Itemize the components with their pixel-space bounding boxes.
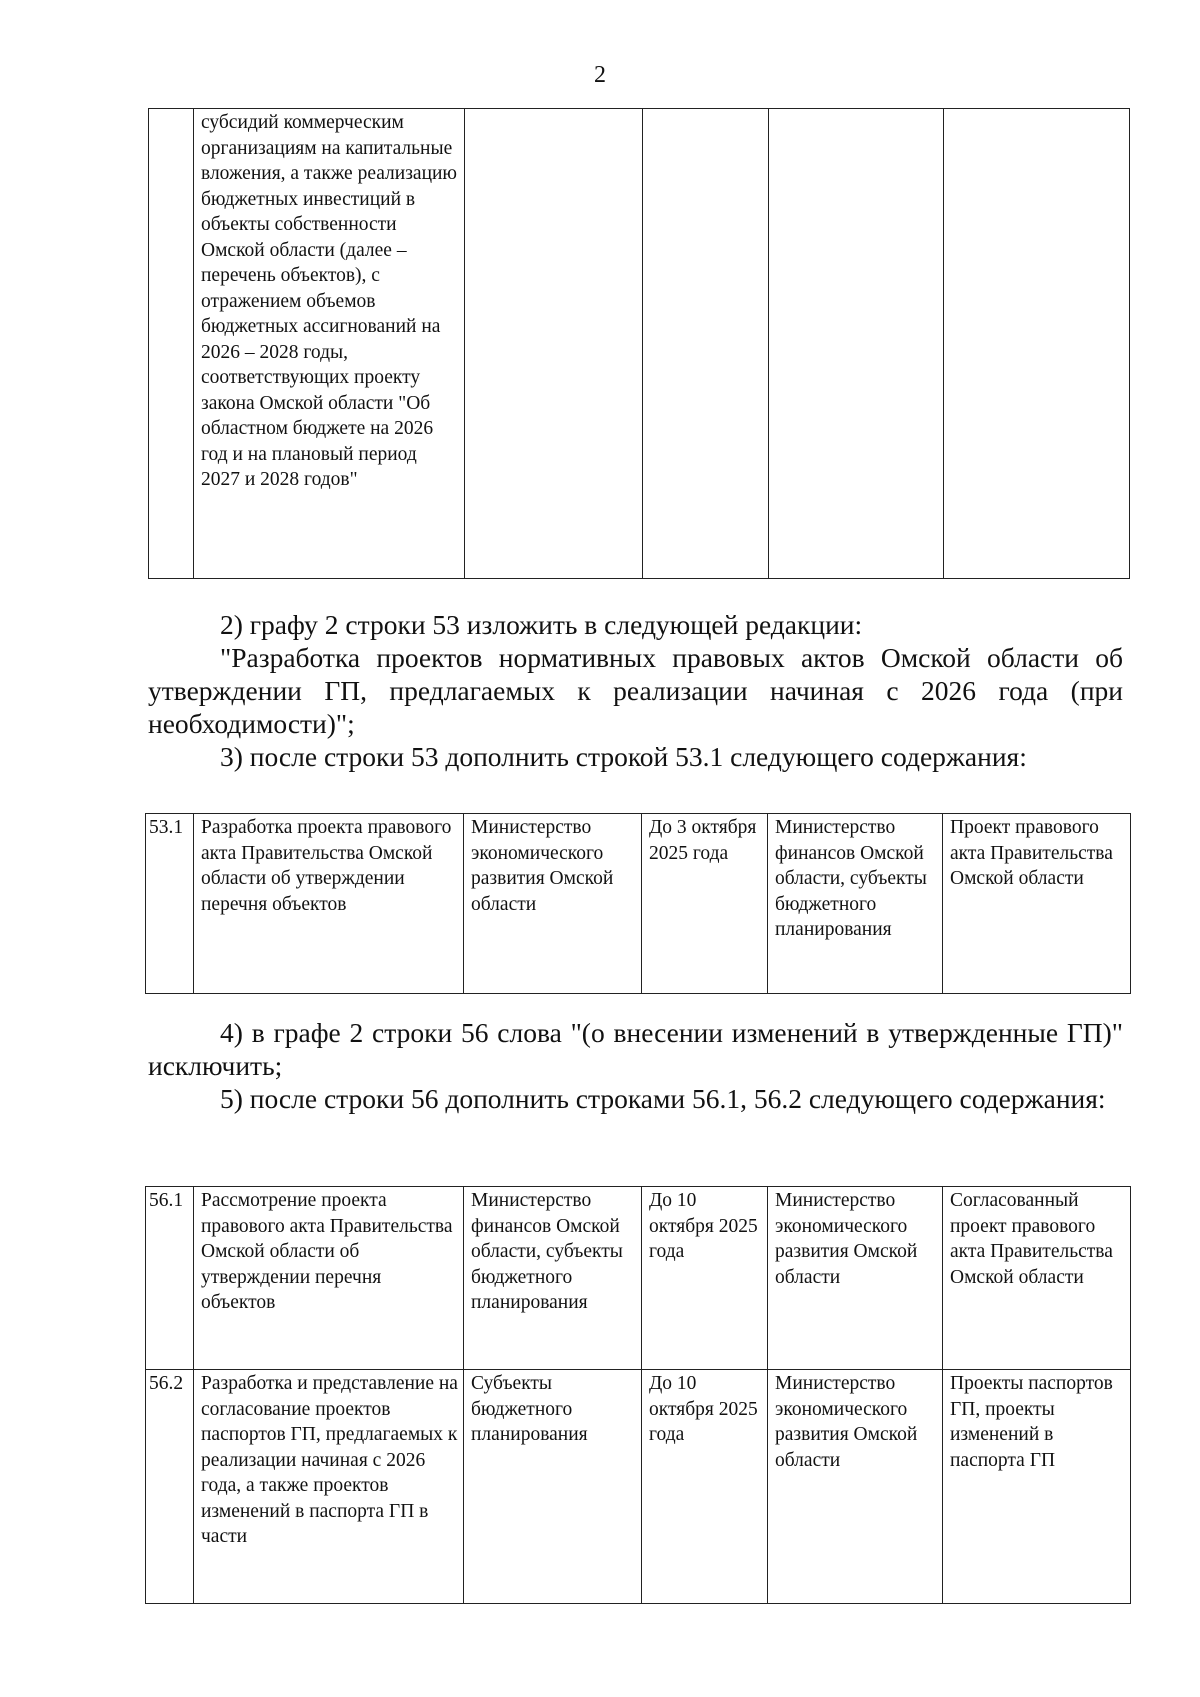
table-cell-responsible: Субъекты бюджетного планирования — [464, 1370, 642, 1604]
table-row — [146, 1187, 1131, 1370]
table-cell-deadline: До 10 октября 2025 года — [642, 1187, 768, 1370]
table-cell-result — [944, 109, 1130, 579]
paragraph-5: 5) после строки 56 дополнить строками 56.1, 56.2 следующего содержания: — [220, 1083, 1106, 1114]
table-cell-responsible: Министерство экономического развития Омской области — [464, 814, 642, 994]
table-cell-num: 56.2 — [146, 1370, 194, 1604]
table-cell-action: Рассмотрение проекта правового акта Правительства Омской области об утверждении перечня объектов — [194, 1187, 464, 1370]
table-row — [146, 814, 1131, 994]
table-cell-coexecutors: Министерство финансов Омской области, субъекты бюджетного планирования — [768, 814, 943, 994]
table-cell-responsible — [465, 109, 643, 579]
table-cell-num: 56.1 — [146, 1187, 194, 1370]
table-cell-action: субсидий коммерческим организациям на капитальные вложения, а также реализацию бюджетных инвестиций в объекты собственности Омской области (далее – перечень объектов), с отражением объемов бюджетных ассигнований на 2026 – 2028 годы, соответствующих проекту закона Омской области "Об областном бюджете на 2026 год и на плановый период 2027 и 2028 годов" — [194, 109, 465, 579]
continued-table — [148, 108, 1130, 579]
table-cell-coexecutors — [769, 109, 944, 579]
table-cell-result: Проект правового акта Правительства Омской области — [943, 814, 1131, 994]
paragraph-4: 4) в графе 2 строки 56 слова "(о внесении изменений в утвержденные ГП)" исключить; — [148, 1017, 1123, 1081]
table-cell-deadline: До 3 октября 2025 года — [642, 814, 768, 994]
paragraph-2: 2) графу 2 строки 53 изложить в следующей редакции: — [220, 609, 863, 640]
table-cell-num — [149, 109, 194, 579]
table-rows-56 — [145, 1186, 1131, 1604]
paragraph-2-quote: "Разработка проектов нормативных правовых актов Омской области об утверждении ГП, предлагаемых к реализации начиная с 2026 года (при необходимости)"; — [148, 642, 1123, 739]
table-cell-action: Разработка проекта правового акта Правительства Омской области об утверждении перечня объектов — [194, 814, 464, 994]
table-cell-deadline: До 10 октября 2025 года — [642, 1370, 768, 1604]
table-cell-coexecutors: Министерство экономического развития Омской области — [768, 1370, 943, 1604]
table-cell-result: Согласованный проект правового акта Правительства Омской области — [943, 1187, 1131, 1370]
page-number: 2 — [594, 62, 606, 88]
table-row — [149, 109, 1130, 579]
table-row — [146, 1370, 1131, 1604]
table-cell-coexecutors: Министерство экономического развития Омской области — [768, 1187, 943, 1370]
table-cell-deadline — [643, 109, 769, 579]
table-cell-action: Разработка и представление на согласование проектов паспортов ГП, предлагаемых к реализации начиная с 2026 года, а также проектов изменений в паспорта ГП в части — [194, 1370, 464, 1604]
table-cell-responsible: Министерство финансов Омской области, субъекты бюджетного планирования — [464, 1187, 642, 1370]
table-cell-result: Проекты паспортов ГП, проекты изменений в паспорта ГП — [943, 1370, 1131, 1604]
table-cell-num: 53.1 — [146, 814, 194, 994]
table-row-53-1 — [145, 813, 1131, 994]
paragraph-3: 3) после строки 53 дополнить строкой 53.1 следующего содержания: — [220, 741, 1027, 772]
